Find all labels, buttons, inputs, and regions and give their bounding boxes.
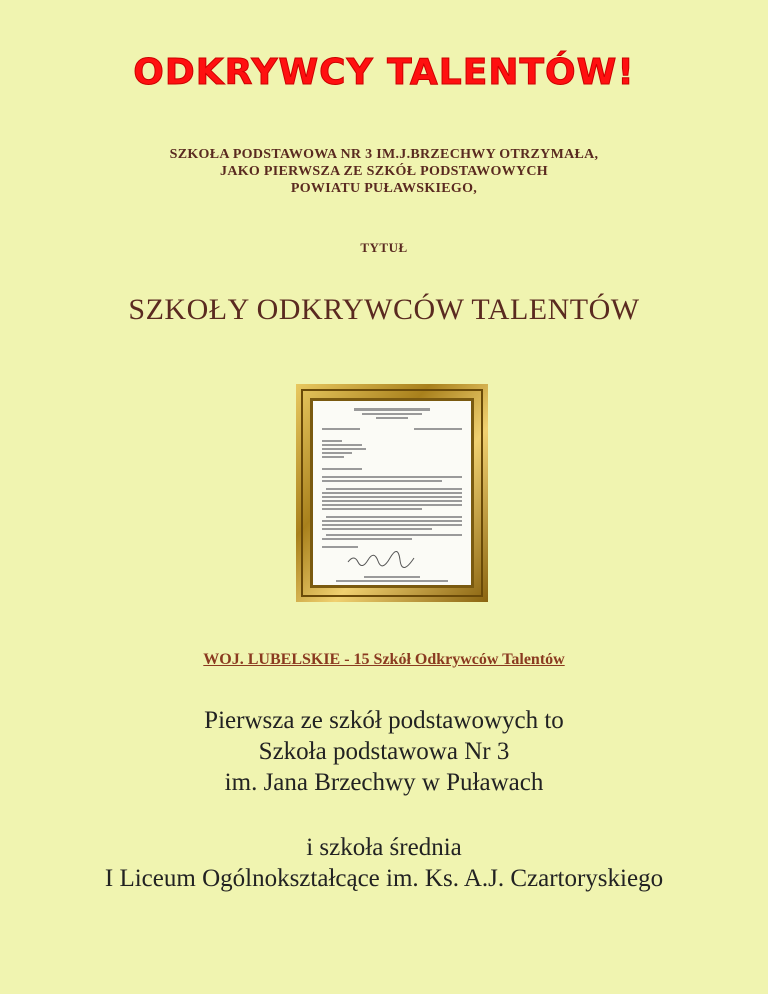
tytul-label: TYTUŁ <box>360 240 408 255</box>
first-primary-school-paragraph <box>0 705 768 798</box>
paragraph2-line-2: I Liceum Ogólnokształcące im. Ks. A.J. Czartoryskiego <box>104 865 664 892</box>
intro-text <box>60 146 708 197</box>
paragraph1-line-2: Szkoła podstawowa Nr 3 <box>258 738 510 765</box>
intro-line-3: POWIATU PUŁAWSKIEGO, <box>290 181 478 196</box>
intro-line-2: JAKO PIERWSZA ZE SZKÓŁ PODSTAWOWYCH <box>220 164 548 179</box>
certificate-image <box>296 384 488 602</box>
paragraph2-line-1: i szkoła średnia <box>306 834 462 861</box>
certificate-frame-icon <box>296 384 488 602</box>
secondary-school-paragraph <box>0 832 768 894</box>
region-schools-link[interactable]: WOJ. LUBELSKIE - 15 Szkół Odkrywców Talentów <box>203 651 565 668</box>
main-title: SZKOŁY ODKRYWCÓW TALENTÓW <box>128 293 640 326</box>
intro-line-1: SZKOŁA PODSTAWOWA NR 3 IM.J.BRZECHWY OTRZYMAŁA, <box>169 147 599 162</box>
page-title: ODKRYWCY TALENTÓW! <box>133 52 635 93</box>
paragraph1-line-3: im. Jana Brzechwy w Puławach <box>224 769 544 796</box>
paragraph1-line-1: Pierwsza ze szkół podstawowych to <box>204 707 564 734</box>
